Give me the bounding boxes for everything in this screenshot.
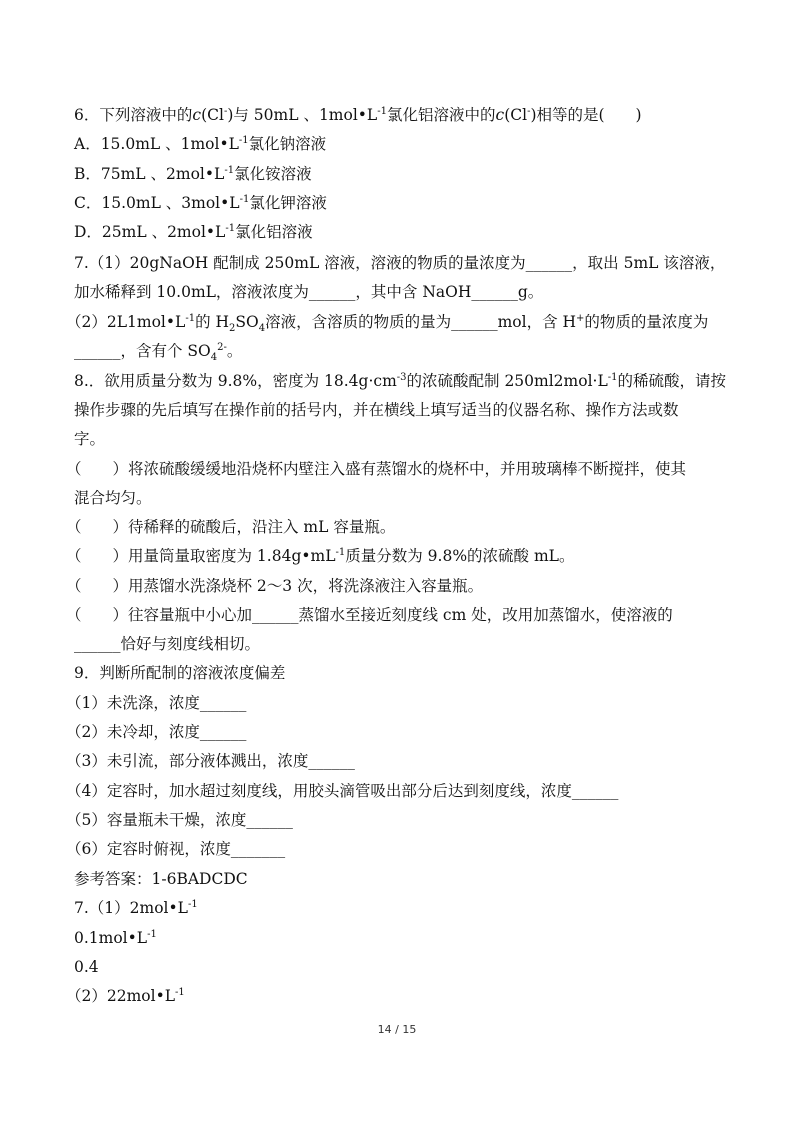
- q8-step-4: （ ）用蒸馏水洗涤烧杯 2～3 次，将洗涤液注入容量瓶。: [66, 577, 484, 595]
- q8-step-1-cont: 混合均匀。: [74, 489, 152, 507]
- q6-option-a: A．15.0mL 、$1mol•L^{-1}$氯化钠溶液: [74, 134, 327, 153]
- q7-line-4: ______，含有个 $SO_4^{2-}$。: [74, 341, 243, 364]
- q7-line-2: 加水稀释到 10.0mL，溶液浓度为______，其中含 NaOH______g。: [74, 283, 544, 301]
- page-number: 14 / 15: [377, 1023, 417, 1036]
- q7-line-3: $(2)2L1mol•L^{-1}$的 $H_2SO_4$溶液，含溶质的物质的量为______mol，含 H+的物质的量浓度为: [66, 312, 709, 335]
- q8-step-5-cont: ______恰好与刻度线相切。: [74, 635, 261, 653]
- q6-stem: 6．下列溶液中的c(Cl-)与 50mL 、$1mol•L^{-1}$氯化铝溶液中的c(Cl-)相等的是( ): [74, 105, 642, 124]
- q9-item-2: （2）未冷却，浓度______: [66, 723, 247, 741]
- q6-option-b: B．75mL 、$2mol•L^{-1}$氯化铵溶液: [74, 164, 312, 183]
- q6-option-d: D．25mL 、$2mol•L^{-1}$氯化铝溶液: [74, 222, 313, 241]
- answer-7-1: $7.(1)2mol•L^{-1}$: [74, 898, 198, 917]
- q8-line-2: 操作步骤的先后填写在操作前的括号内，并在横线上填写适当的仪器名称、操作方法或数: [74, 401, 679, 419]
- q9-item-4: （4）定容时，加水超过刻度线，用胶头滴管吸出部分后达到刻度线，浓度______: [66, 782, 619, 800]
- answer-7-1c: 0.4: [74, 958, 99, 976]
- q9-item-3: （3）未引流，部分液体溅出，浓度______: [66, 752, 355, 770]
- q9-item-1: （1）未洗涤，浓度______: [66, 694, 247, 712]
- q9-item-6: （6）定容时俯视，浓度_______: [66, 840, 286, 858]
- q8-step-1: （ ）将浓硫酸缓缓地沿烧杯内壁注入盛有蒸馏水的烧杯中，并用玻璃棒不断搅拌，使其: [66, 460, 687, 478]
- q9-title: 9．判断所配制的溶液浓度偏差: [74, 664, 286, 682]
- q7-line-1: 7.（1）20gNaOH 配制成 250mL 溶液，溶液的物质的量浓度为______，取出 5mL 该溶液，: [74, 254, 726, 272]
- q9-item-5: （5）容量瓶未干燥，浓度______: [66, 811, 293, 829]
- q8-step-2: （ ）待稀释的硫酸后，沿注入 mL 容量瓶。: [66, 518, 396, 536]
- q8-line-1: 8.．欲用质量分数为 9.8%，密度为 $18.4g\cdot cm^{-3}$的浓硫酸配制 $250ml2mol\cdot L^{-1}$的稀硫酸，请按: [74, 371, 727, 390]
- q8-step-3: （ ）用量筒量取密度为 $1.84g•mL^{-1}$质量分数为 9.8%的浓硫酸 mL。: [66, 546, 575, 565]
- q8-line-3: 字。: [74, 430, 106, 448]
- answer-7-1b: $0.1mol•L^{-1}$: [74, 928, 157, 947]
- q8-step-5: （ ）往容量瓶中小心加______蒸馏水至接近刻度线 cm 处，改用加蒸馏水，使溶液的: [66, 606, 673, 624]
- answer-7-2: $(2)22mol•L^{-1}$: [66, 986, 185, 1005]
- answers-title: 参考答案：1-6BADCDC: [74, 870, 248, 888]
- q6-option-c: C．15.0mL 、$3mol•L^{-1}$氯化钾溶液: [74, 193, 327, 212]
